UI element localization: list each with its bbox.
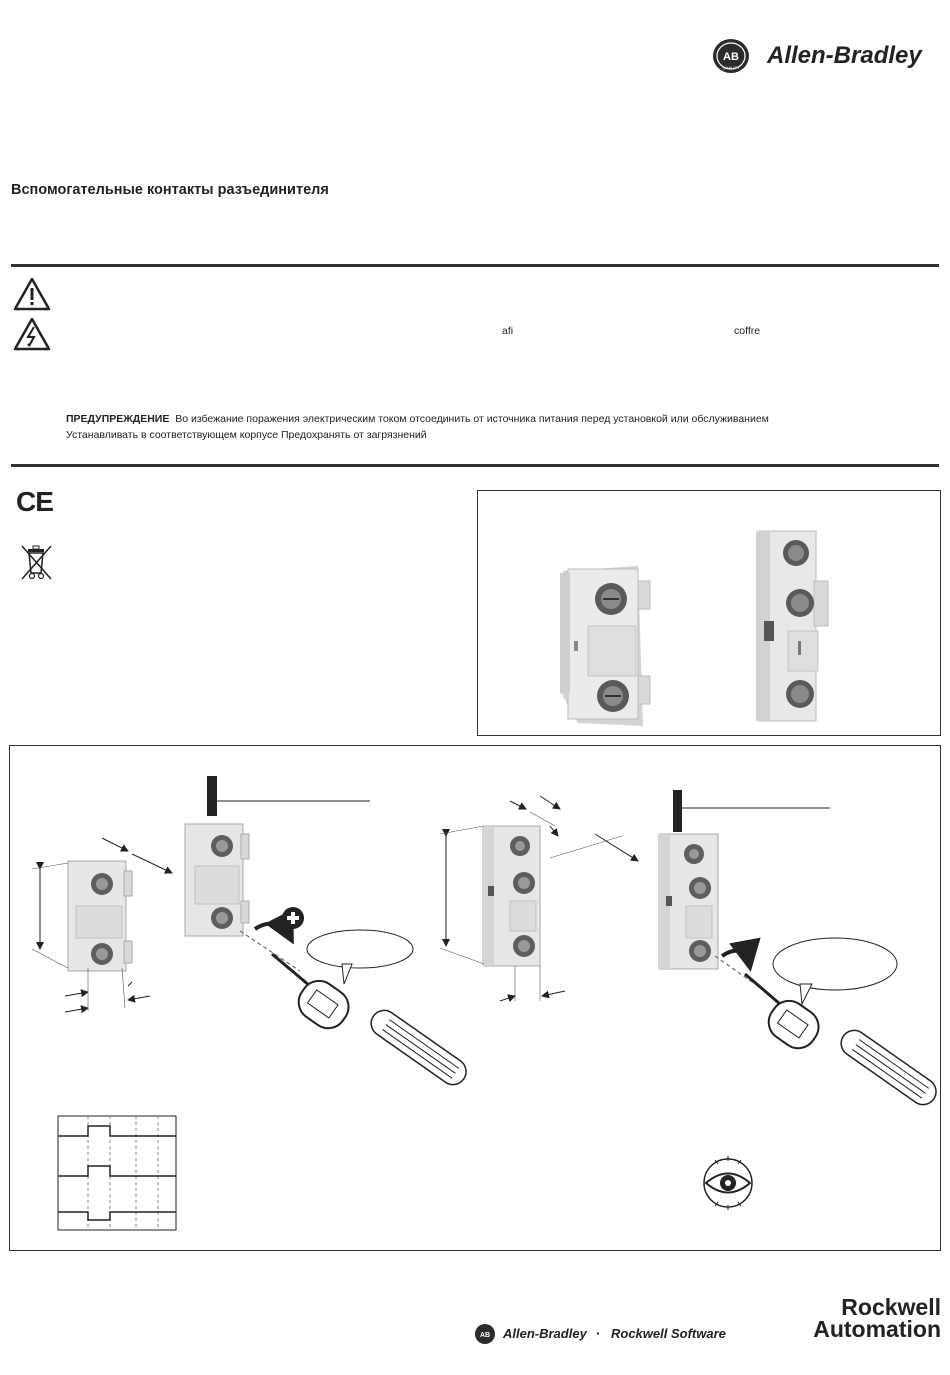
contact-timing-diagram <box>58 1116 176 1230</box>
warning-label: ПРЕДУПРЕЖДЕНИЕ <box>66 413 170 425</box>
footer-brand-right: Rockwell Software <box>611 1326 726 1341</box>
contact-module-side-photo <box>756 531 828 721</box>
module-c-dimension-view <box>440 796 638 1001</box>
ce-mark-icon: CE <box>16 486 53 517</box>
installation-diagram-box <box>9 745 941 1251</box>
inspect-eye-icon <box>704 1156 752 1210</box>
weee-bin-icon <box>18 543 56 583</box>
warning-line-1 <box>66 413 769 425</box>
logo-sub: QUALITY <box>722 65 740 70</box>
middle-divider <box>11 464 939 467</box>
footer-brand-left: Allen-Bradley <box>503 1326 587 1341</box>
text-fragment-coffre: coffre <box>734 325 761 337</box>
document-title: Вспомогательные контакты разъединителя <box>11 182 329 198</box>
footer-separator: · <box>596 1325 601 1341</box>
logo-letters: AB <box>723 51 739 63</box>
footer-logo-letters: AB <box>479 1332 491 1339</box>
module-d-wiring-view <box>658 790 940 1110</box>
rockwell-line-1: Rockwell <box>841 1294 941 1320</box>
text-fragment-afi: afi <box>502 325 514 337</box>
warning-text: Во избежание поражения электрическим током отсоединить от источника питания перед установкой или обслуживанием <box>175 413 769 425</box>
rockwell-automation-logo <box>756 1296 941 1340</box>
warning-triangle-icon <box>12 276 52 312</box>
product-photos <box>478 491 940 735</box>
contact-module-front-photo <box>560 566 650 726</box>
footer-ab-logo-icon <box>474 1323 496 1345</box>
warning-line-2: Устанавливать в соответствующем корпусе Предохранять от загрязнений <box>66 429 427 441</box>
installation-diagram <box>10 746 940 1250</box>
module-b-wiring-view <box>185 776 471 1090</box>
rockwell-line-2: Automation <box>813 1316 941 1342</box>
top-divider <box>11 264 939 267</box>
module-a-dimension-view <box>32 838 172 1012</box>
header-logo <box>712 36 942 78</box>
header-brand: Allen-Bradley <box>767 42 922 69</box>
electric-shock-icon <box>12 316 52 352</box>
product-photo-box <box>477 490 941 736</box>
